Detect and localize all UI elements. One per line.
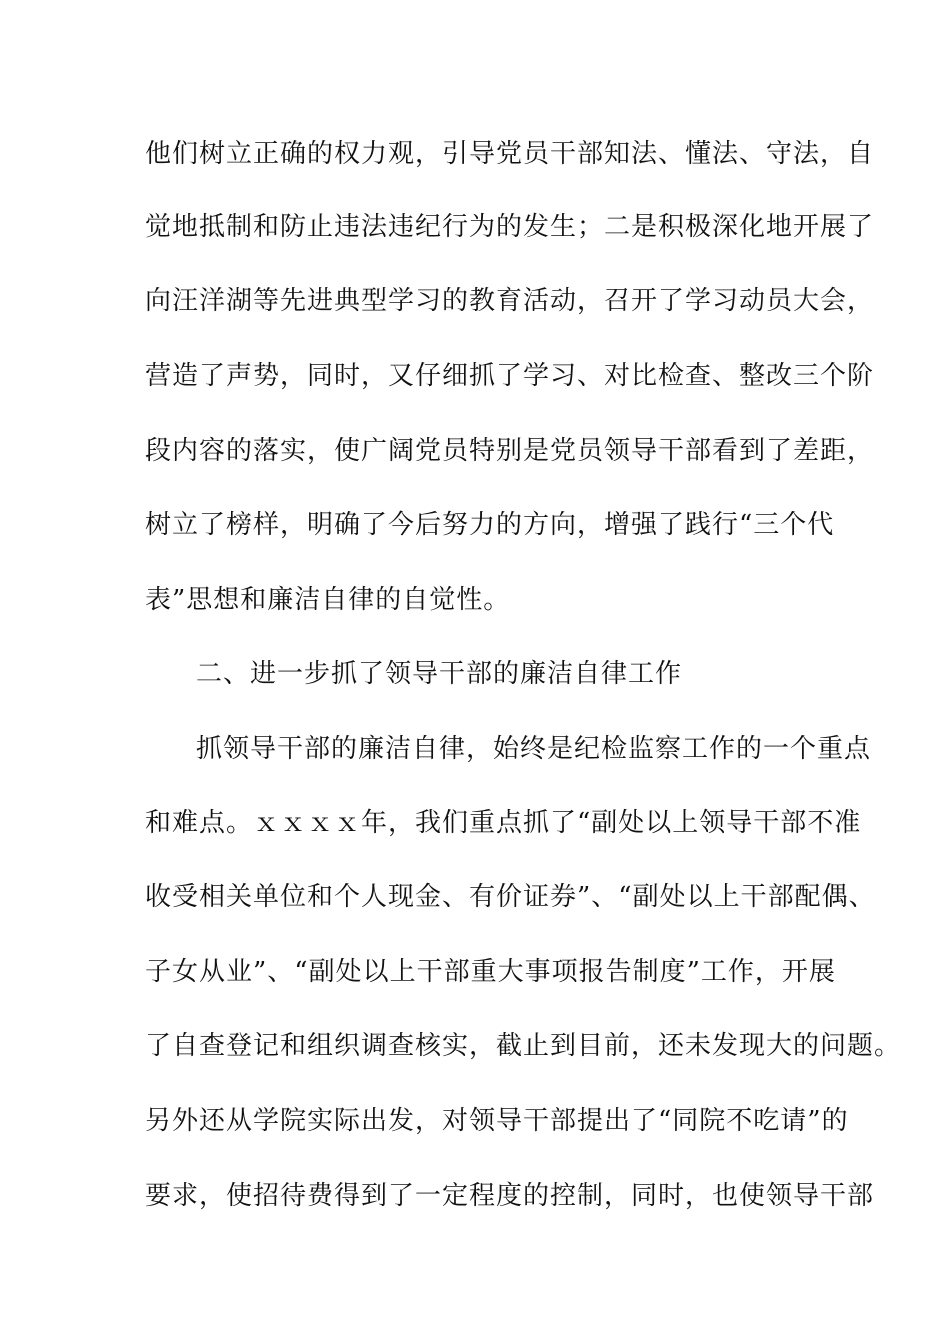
body-text-line: 觉地抵制和防止违法违纪行为的发生；二是积极深化地开展了 [145,212,875,242]
body-text-line: 树立了榜样，明确了今后努力的方向，增强了践行“三个代 [145,510,835,540]
body-text-line: 向汪洋湖等先进典型学习的教育活动，召开了学习动员大会， [145,286,875,316]
paragraph-first-line: 抓领导干部的廉洁自律，始终是纪检监察工作的一个重点 [196,734,872,764]
body-text-line: 子女从业”、“副处以上干部重大事项报告制度”工作，开展 [145,957,836,987]
body-text-line: 他们树立正确的权力观，引导党员干部知法、懂法、守法，自 [145,139,875,169]
body-text-line: 另外还从学院实际出发，对领导干部提出了“同院不吃请”的 [145,1106,849,1136]
body-text-line: 了自查登记和组织调查核实，截止到目前，还未发现大的问题。 [145,1031,902,1061]
body-text-line: 收受相关单位和个人现金、有价证券”、“副处以上干部配偶、 [145,882,876,912]
section-heading: 二、进一步抓了领导干部的廉洁自律工作 [196,659,683,689]
body-text-line: 营造了声势，同时，又仔细抓了学习、对比检查、整改三个阶 [145,361,875,391]
body-text-line: 表”思想和廉洁自律的自觉性。 [145,585,511,615]
body-text-line: 要求，使招待费得到了一定程度的控制，同时，也使领导干部 [145,1181,875,1211]
body-text-line: 段内容的落实，使广阔党员特别是党员领导干部看到了差距， [145,436,875,466]
body-text-line: 和难点。ｘｘｘｘ年，我们重点抓了“副处以上领导干部不准 [145,808,862,838]
